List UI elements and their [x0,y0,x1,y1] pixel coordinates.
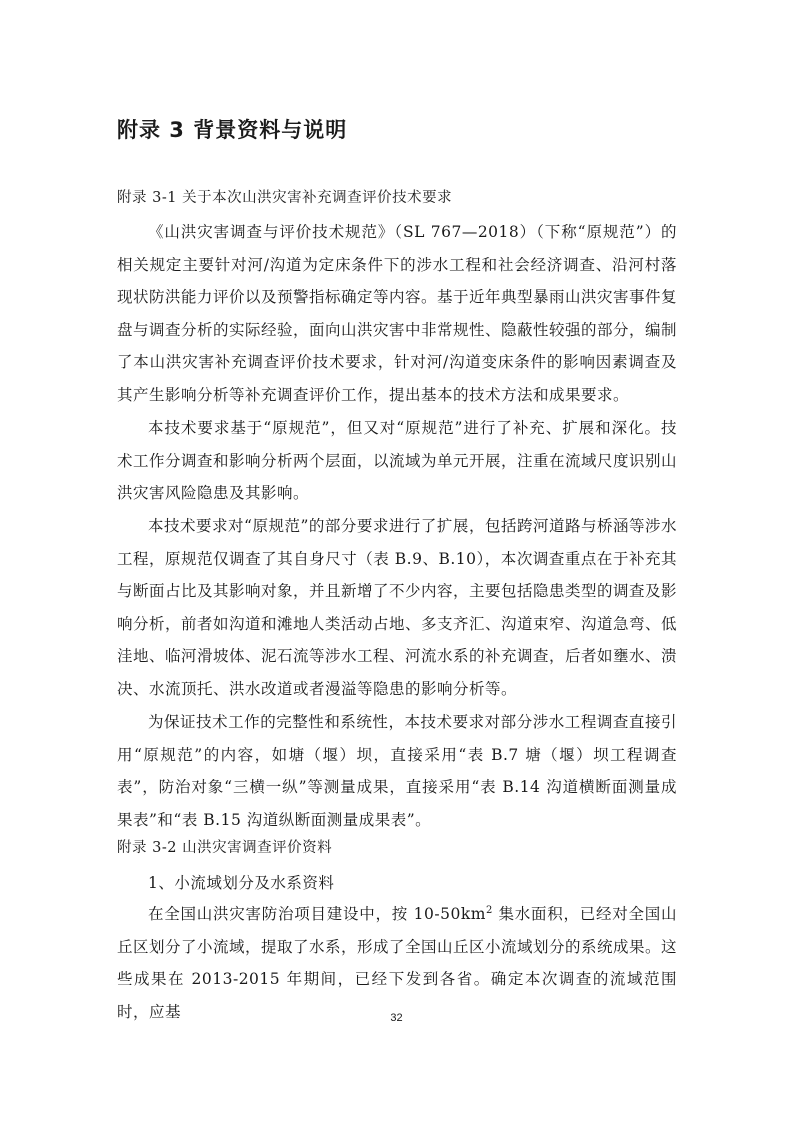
chapter-title: 附录 3 背景资料与说明 [117,118,348,142]
paragraph: 《山洪灾害调查与评价技术规范》（SL 767—2018）（下称“原规范”）的相关规定主要针对河/沟道为定床条件下的涉水工程和社会经济调查、沿河村落现状防洪能力评价以及预警指标确定等内容。基于近年典型暴雨山洪灾害事件复盘与调查分析的实际经验，面向山洪灾害中非常规性、隐蔽性较强的部分，编制了本山洪灾害补充调查评价技术要求，针对河/沟道变床条件的影响因素调查及其产生影响分析等补充调查评价工作，提出基本的技术方法和成果要求。 [117,223,678,404]
paragraph-text-end: 集水面积，已经对全国山丘区划分了小流域，提取了水系，形成了全国山丘区小流域划分的系统成果。这些成果在 2013-2015 年期间，已经下发到各省。确定本次调查的流域范围时，应基 [117,905,678,1021]
section-title-3-2: 附录 3-2 山洪灾害调查评价资料 [117,840,333,856]
page-number: 32 [390,1012,403,1024]
item-title: 1、小流域划分及水系资料 [148,874,335,892]
paragraph: 为保证技术工作的完整性和系统性，本技术要求对部分涉水工程调查直接引用“原规范”的内容，如塘（堰）坝，直接采用“表 B.7 塘（堰）坝工程调查表”，防治对象“三横一纵”等测量成果，直接采用“表 B.14 沟道横断面测量成果表”和“表 B.15 沟道纵断面测量成果表”。 [117,713,677,829]
section-title-3-1: 附录 3-1 关于本次山洪灾害补充调查评价技术要求 [117,190,453,206]
paragraph-text-start: 在全国山洪灾害防治项目建设中，按 10-50km [148,905,486,923]
paragraph: 本技术要求基于“原规范”，但又对“原规范”进行了补充、扩展和深化。技术工作分调查和影响分析两个层面，以流域为单元开展，注重在流域尺度识别山洪灾害风险隐患及其影响。 [117,419,678,503]
superscript: 2 [485,904,493,916]
paragraph: 本技术要求对“原规范”的部分要求进行了扩展，包括跨河道路与桥涵等涉水工程，原规范仅调查了其自身尺寸（表 B.9、B.10），本次调查重点在于补充其与断面占比及其影响对象，并且新增了不少内容，主要包括隐患类型的调查及影响分析，前者如沟道和滩地人类活动占地、多支齐汇、沟道束窄、沟道急弯、低洼地、临河滑坡体、泥石流等涉水工程、河流水系的补充调查，后者如壅水、溃决、水流顶托、洪水改道或者漫溢等隐患的影响分析等。 [117,517,678,698]
paragraph [117,898,677,1028]
